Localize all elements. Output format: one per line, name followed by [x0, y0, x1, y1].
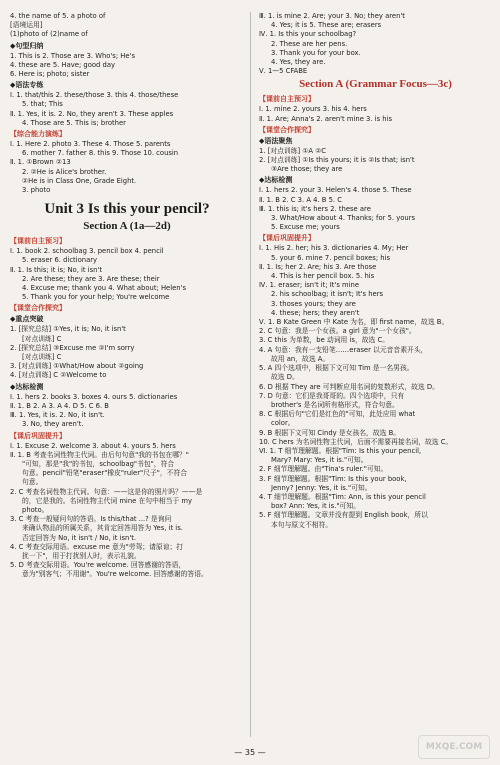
answer-line: 2. ②He is Alice's brother. [22, 167, 107, 176]
section-header: 【课前自主预习】 [259, 95, 315, 104]
section-title: Section A (Grammar Focus—3c) [299, 78, 452, 91]
answer-line: 2. C 考查名词性物主代词。句意：——这是你的照片吗？——是 [10, 487, 203, 496]
answer-line: 2. These are her pens. [271, 39, 348, 48]
answer-line: 3. thoses yours; they are [271, 299, 356, 308]
answer-line: 2. his schoolbag; it isn't; It's hers [271, 290, 384, 299]
answer-line: box? Ann: Yes, it is."可知。 [271, 502, 360, 511]
answer-line: ③Are those; they are [271, 165, 343, 174]
answer-line: Ⅵ. 1. T 细节理解题。根据"Tim: Is this your pencil, [259, 446, 422, 455]
answer-line: Ⅳ. 1. Is this your schoolbag? [259, 30, 357, 39]
answer-line: 句意。 [22, 478, 43, 487]
answer-line: 5. your 6. mine 7. pencil boxes; his [271, 253, 391, 262]
answer-line: 4. Excuse me; thank you 4. What about; Helen's [22, 284, 187, 293]
answer-line: 4. these are 5. Have; good day [10, 60, 116, 69]
section-header: 【课堂合作探究】 [259, 125, 315, 134]
subsection-header: ◆语法专练 [10, 81, 44, 90]
answer-line: Ⅰ. 1. that/this 2. these/those 3. this 4. those/these [10, 91, 179, 100]
answer-line: 5. eraser 6. dictionary [22, 256, 98, 265]
answer-line: 4. A 句意：我有一支铅笔……eraser 以元音音素开头， [259, 345, 428, 354]
answer-line: 6. mother 7. father 8. this 9. Those 10. cousin [22, 149, 179, 158]
answer-line: 3. C this 为单数，be 动词用 is，故选 C。 [259, 336, 390, 345]
answer-line: Ⅰ. 1. Here 2. photo 3. These 4. Those 5. parents [10, 140, 171, 149]
answer-line: 本句与原文不相符。 [271, 520, 333, 529]
subsection-header: ◆达标检测 [259, 176, 293, 185]
answer-line: 1. [对点训练] ①A ②C [259, 146, 327, 155]
answer-line: 7. D 句意：它们是我哥哥的。四个选项中，只有 [259, 391, 405, 400]
answer-line: Ⅱ. 1. Is this; it is; No, it isn't [10, 265, 103, 274]
answer-line: 3. F 细节理解题。根据"Tim: Is this your book, [259, 474, 407, 483]
answer-line: Ⅲ. 1. this is; it's hers 2. these are [259, 204, 371, 213]
answer-line: Ⅱ. 1. Is; her 2. Are; his 3. Are those [259, 262, 377, 271]
answer-line: 5. Excuse me; yours [271, 223, 340, 232]
answer-line: 故用 an，故选 A。 [271, 354, 330, 363]
answer-line: brother's 是名词所有格形式，符合句意。 [271, 400, 399, 409]
answer-line: photo。 [22, 505, 49, 514]
answer-line: 8. C 根据后句"它们是红色的"可知，此处应用 what [259, 410, 416, 419]
answer-line: 3. What/How about 4. Thanks; for 5. yours [271, 214, 416, 223]
answer-line: 的，它是我的。名词性物主代词 mine 在句中相当于 my [22, 496, 193, 505]
answer-line: 3. photo [22, 186, 51, 195]
section-title: Section A (1a—2d) [83, 220, 171, 233]
answer-line: Ⅱ. 1. Yes, it is. 2. No, they aren't 3. These apples [10, 109, 174, 118]
answer-line: 否定回答为 No, it isn't / No, it isn't. [22, 533, 137, 542]
answer-line: 2. [对点训练] ①Is this yours; it is ②Is that; isn't [259, 156, 415, 165]
answer-line: 2. Are these; they are 3. Are these; their [22, 274, 160, 283]
answer-line: 5. A 四个选项中，根据下文可知 Tim 是一名男孩。 [259, 364, 414, 373]
answer-line: Ⅴ. 1. B Kate Green 中 Kate 为名，即 first name，故选 B。 [259, 318, 449, 327]
answer-line: Ⅲ. 1. is mine 2. Are; your 3. No; they aren't [259, 12, 405, 20]
answer-line: 5. that; This [22, 100, 63, 109]
answer-line: 3. No, they aren't. [22, 420, 84, 429]
answer-line: 句意。pencil"铅笔"eraser"橡皮"ruler"尺子"，不符合 [22, 469, 188, 478]
answer-line: 6. Here is; photo; sister [10, 70, 90, 79]
answer-line: "可知，那是"我"的书包，schoolbag"书包"，符合 [22, 459, 175, 468]
subsection-header: ◆句型归纳 [10, 41, 44, 50]
answer-line: Ⅰ. 1. book 2. schoolbag 3. pencil box 4. pencil [10, 247, 164, 256]
answer-line: (1)photo of (2)name of [10, 30, 88, 39]
answer-line: 5. F 细节理解题。文章并没有提到 English book，所以 [259, 511, 428, 520]
section-header: 【课后巩固提升】 [259, 234, 315, 243]
answer-line: [对点训练] C [22, 353, 62, 362]
answer-line: Ⅱ. 1. B 2. C 3. A 4. B 5. C [259, 195, 343, 204]
section-header: 【课前自主预习】 [10, 237, 66, 246]
watermark-logo: MXQE.COM [418, 735, 490, 759]
answer-line: ②He is in Class One, Grade Eight. [22, 176, 137, 185]
answer-line: Ⅰ. 1. His 2. her; his 3. dictionaries 4. My; Her [259, 244, 409, 253]
answer-line: 2. F 细节理解题。由"Tina's ruler."可知。 [259, 465, 388, 474]
answer-line: Ⅲ. 1. Yes, it is. 2. No, it isn't. [10, 411, 105, 420]
section-header: 【课堂合作探究】 [10, 304, 66, 313]
answer-line: 故选 D。 [271, 373, 299, 382]
unit-title: Unit 3 Is this your pencil? [44, 201, 210, 218]
answer-line: Mary? Mary: Yes, it is."可知。 [271, 456, 368, 465]
columns [10, 12, 492, 737]
answer-line: Ⅰ. 1. hers 2. books 3. boxes 4. ours 5. dictionaries [10, 392, 178, 401]
answer-line: Ⅴ. 1—5 CFABE [259, 67, 308, 76]
section-header: 【综合能力演练】 [10, 130, 66, 139]
section-header: 【课后巩固提升】 [10, 431, 66, 440]
answer-line: 4. Those are 5. This is; brother [22, 118, 126, 127]
answer-line: Ⅱ. 1. Are; Anna's 2. aren't mine 3. is his [259, 114, 393, 123]
answer-line: Ⅱ. 1. ①Brown ②13 [10, 158, 71, 167]
answer-line: 3. C 考查一般疑问句的答语。Is this/that ...? 是询问 [10, 515, 172, 524]
answer-line: 1. [探究总结] ①Yes, it is; No, it isn't [10, 325, 126, 334]
subsection-header: ◆语法聚焦 [259, 136, 293, 145]
answer-line: 1. This is 2. Those are 3. Who's; He's [10, 51, 135, 60]
answer-line: 4. C 考查交际用语。excuse me 意为"劳驾；请原谅；打 [10, 542, 184, 551]
answer-line: 4. the name of 5. a photo of [10, 12, 106, 20]
answer-line: 4. Yes, they are. [271, 58, 326, 67]
answer-line: Ⅰ. 1. hers 2. your 3. Helen's 4. those 5. These [259, 186, 412, 195]
answer-line: 4. This is her pencil box. 5. his [271, 272, 375, 281]
answer-line: 5. D 考查交际用语。You're welcome. 回答感谢的答语， [10, 561, 186, 570]
answer-line: 4. T 细节理解题。根据"Tim: Ann, is this your pencil [259, 492, 426, 501]
answer-line: 9. B 根据下文可知 Cindy 是女孩名，故选 B。 [259, 428, 401, 437]
answer-line: Ⅱ. 1. B 考查名词性物主代词。由后句句意"我的书包在哪？" [10, 450, 189, 459]
answer-line: Ⅰ. 1. mine 2. yours 3. his 4. hers [259, 105, 367, 114]
answer-line: 4. these; hers; they aren't [271, 308, 360, 317]
answer-line: [语境运用] [10, 21, 43, 30]
answer-line: color。 [271, 419, 295, 428]
answer-line: Jenny? Jenny: Yes, it is."可知。 [271, 483, 372, 492]
answer-line: 3. Thank you for your box. [271, 48, 361, 57]
answer-line: [对点训练] C [22, 334, 62, 343]
answer-line: Ⅰ. 1. Excuse 2. welcome 3. about 4. yours 5. hers [10, 441, 176, 450]
right-column [251, 12, 492, 737]
answer-line: 2. C 句意：我是一个女孩。a girl 意为"一个女孩"。 [259, 327, 416, 336]
answer-line: 意为"别客气；不用谢"。You're welcome. 回答感谢的答语。 [22, 570, 208, 579]
answer-line: Ⅳ. 1. eraser; isn't it; It's mine [259, 281, 360, 290]
answer-line: 3. [对点训练] ①What/How about ②going [10, 362, 144, 371]
answer-line: 4. Yes; it is 5. These are; erasers [271, 21, 382, 30]
answer-line: 4. [对点训练] C ②Welcome to [10, 371, 107, 380]
answer-line: 来确认物品的所属关系，其肯定回答用答为 Yes, it is. [22, 524, 183, 533]
left-column [10, 12, 251, 737]
answer-line: 10. C hers 为名词性物主代词，后面不需要再接名词，故选 C。 [259, 437, 453, 446]
answer-line: 2. [探究总结] ③Excuse me ②I'm sorry [10, 343, 135, 352]
answer-line: 5. Thank you for your help; You're welcome [22, 293, 170, 302]
subsection-header: ◆重点突破 [10, 315, 44, 324]
subsection-header: ◆达标检测 [10, 382, 44, 391]
answer-line: Ⅱ. 1. B 2. A 3. A 4. D 5. C 6. B [10, 401, 109, 410]
answer-line: 6. D 根据 They are 可判断应用名词的复数形式，故选 D。 [259, 382, 439, 391]
answer-line: 扰一下"，用于打扰别人时，表示礼貌。 [22, 551, 141, 560]
page-number: — 35 — [234, 748, 266, 757]
